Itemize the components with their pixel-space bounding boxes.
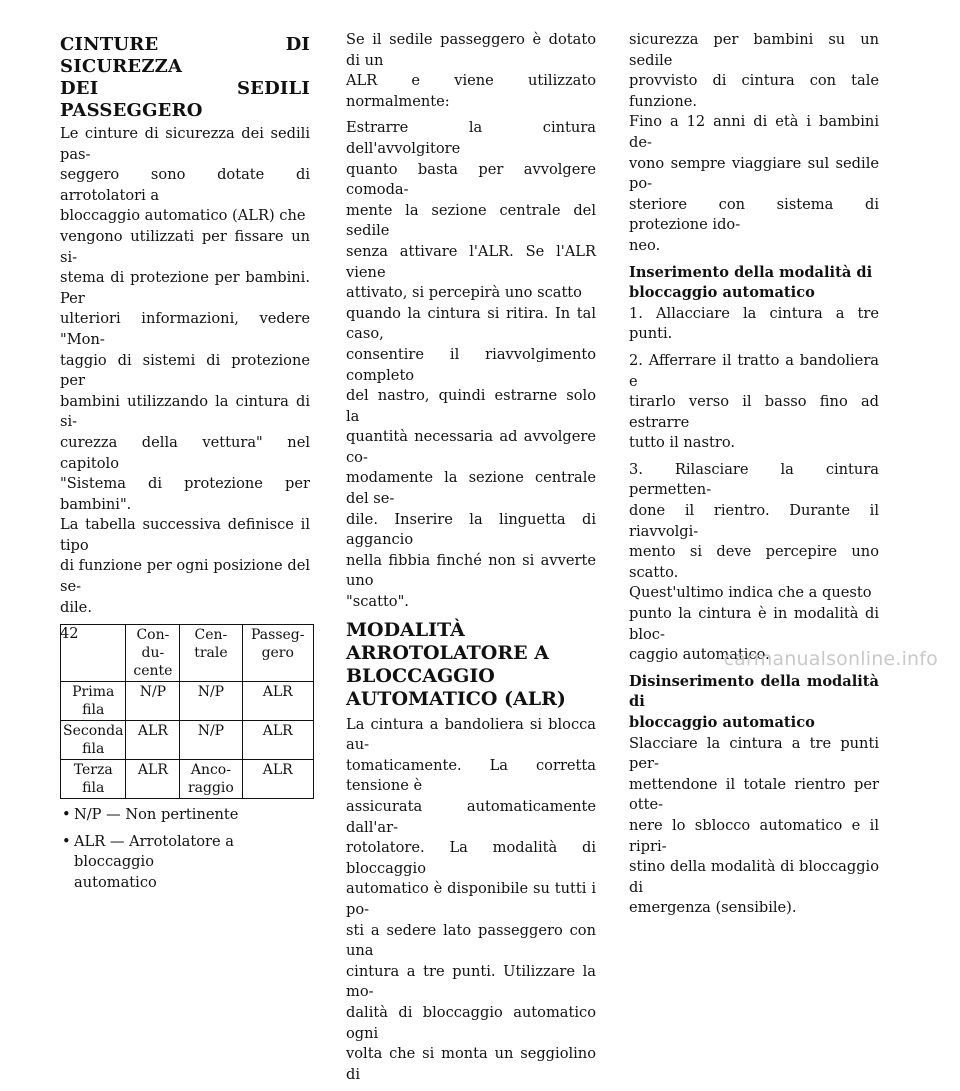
table-cell: Seconda fila [61,721,126,760]
table-cell: Anco- raggio [180,760,242,799]
table-cell: N/P [180,721,242,760]
step-1: 1. Allacciare la cintura a tre punti. [629,304,879,343]
list-item-text: N/P — Non pertinente [74,806,239,824]
table-cell: N/P [180,682,242,721]
table-row [61,721,314,760]
table-row [61,760,314,799]
paragraph-child-seat: sicurezza per bambini su un sedile provvisto di cintura con tale funzione. Fino a 12 anni di età i bambini de- vono sempre viaggiare sul sedile po- steriore con sistema di protezione ido- neo. [629,31,879,254]
table-cell: ALR [242,721,314,760]
table-cell: ALR [126,760,180,799]
table-header-cell: Cen- trale [180,625,242,682]
table-cell: ALR [126,721,180,760]
column-right [629,30,879,925]
paragraph-alr-usage: Se il sedile passeggero è dotato di un ALR e viene utilizzato normalmente: [346,31,596,110]
subheading-activate-alr: Inserimento della modalità di bloccaggio automatico [629,263,873,302]
column-left [60,30,310,900]
intro-paragraph: Le cinture di sicurezza dei sedili pas- seggero sono dotate di arrotolatori a bloccaggio automatico (ALR) che vengono utilizzati per fissare un si- stema di protezione per bambini. Per ulteriori informazioni, vedere "Mon- taggio di sistemi di protezione per bambini utilizzando la cintura di si- curezza della vettura" nel capitolo "Sistema di protezione per bambini". La tabella successiva definisce il tipo di funzione per ogni posizione del se- dile. [60,125,310,616]
watermark-text: carmanualsonline.info [723,648,938,670]
table-cell: ALR [242,760,314,799]
page-number: 42 [60,625,79,642]
list-item-text: ALR — Arrotolatore a bloccaggio automatico [74,832,234,892]
step-3: 3. Rilasciare la cintura permetten- done il rientro. Durante il riavvolgi- mento si deve percepire uno scatto. Quest'ultimo indica che a questo punto la cintura è in modalità di bloc- caggio automatico. [629,460,879,664]
paragraph-deactivate: Slacciare la cintura a tre punti per- mettendone il totale rientro per otte- nere lo sblocco automatico e il ripri- stino della modalità di bloccaggio di emergenza (sensibile). [629,734,879,917]
step-2: 2. Afferrare il tratto a bandoliera e tirarlo verso il basso fino ad estrarre tutto il nastro. [629,351,879,452]
legend-list [60,805,310,893]
table-cell: ALR [242,682,314,721]
table-header-cell: Con- du- cente [126,625,180,682]
bullet-icon: • [62,832,71,850]
subheading-deactivate-alr: Disinserimento della modalità di bloccaggio automatico [629,672,879,731]
table-cell: Terza fila [61,760,126,799]
table-cell: N/P [126,682,180,721]
section-heading-alr-mode: MODALITÀ ARROTOLATORE A BLOCCAGGIO AUTOMATICO (ALR) [346,618,566,710]
seat-function-table [60,624,314,799]
bullet-icon: • [62,806,71,824]
table-cell: Prima fila [61,682,126,721]
table-header-row [61,625,314,682]
table-row [61,682,314,721]
section-heading-passenger-belts: CINTURE DI SICUREZZA DEI SEDILI PASSEGGERO [60,34,310,121]
table-header-cell: Passeg- gero [242,625,314,682]
list-item [62,805,310,826]
paragraph-extract-belt: Estrarre la cintura dell'avvolgitore quanto basta per avvolgere comoda- mente la sezione centrale del sedile senza attivare l'ALR. Se l'ALR viene attivato, si percepirà uno scatto quando la cintura si ritira. In tal caso, consentire il riavvolgimento completo del nastro, quindi estrarne solo la quantità necessaria ad avvolgere co- modamente la sezione centrale del se- dile. Inserire la linguetta di aggancio nella fibbia finché non si avverte uno "scatto". [346,119,596,611]
column-middle [346,30,596,1091]
paragraph-alr-description: La cintura a bandoliera si blocca au- tomaticamente. La corretta tensione è assicurata automaticamente dall'ar- rotolatore. La modalità di bloccaggio automatico è disponibile su tutti i po- sti a sedere lato passeggero con una cintura a tre punti. Utilizzare la mo- dalità di bloccaggio automatico ogni volta che si monta un seggiolino di [346,715,596,1083]
list-item [62,832,310,894]
